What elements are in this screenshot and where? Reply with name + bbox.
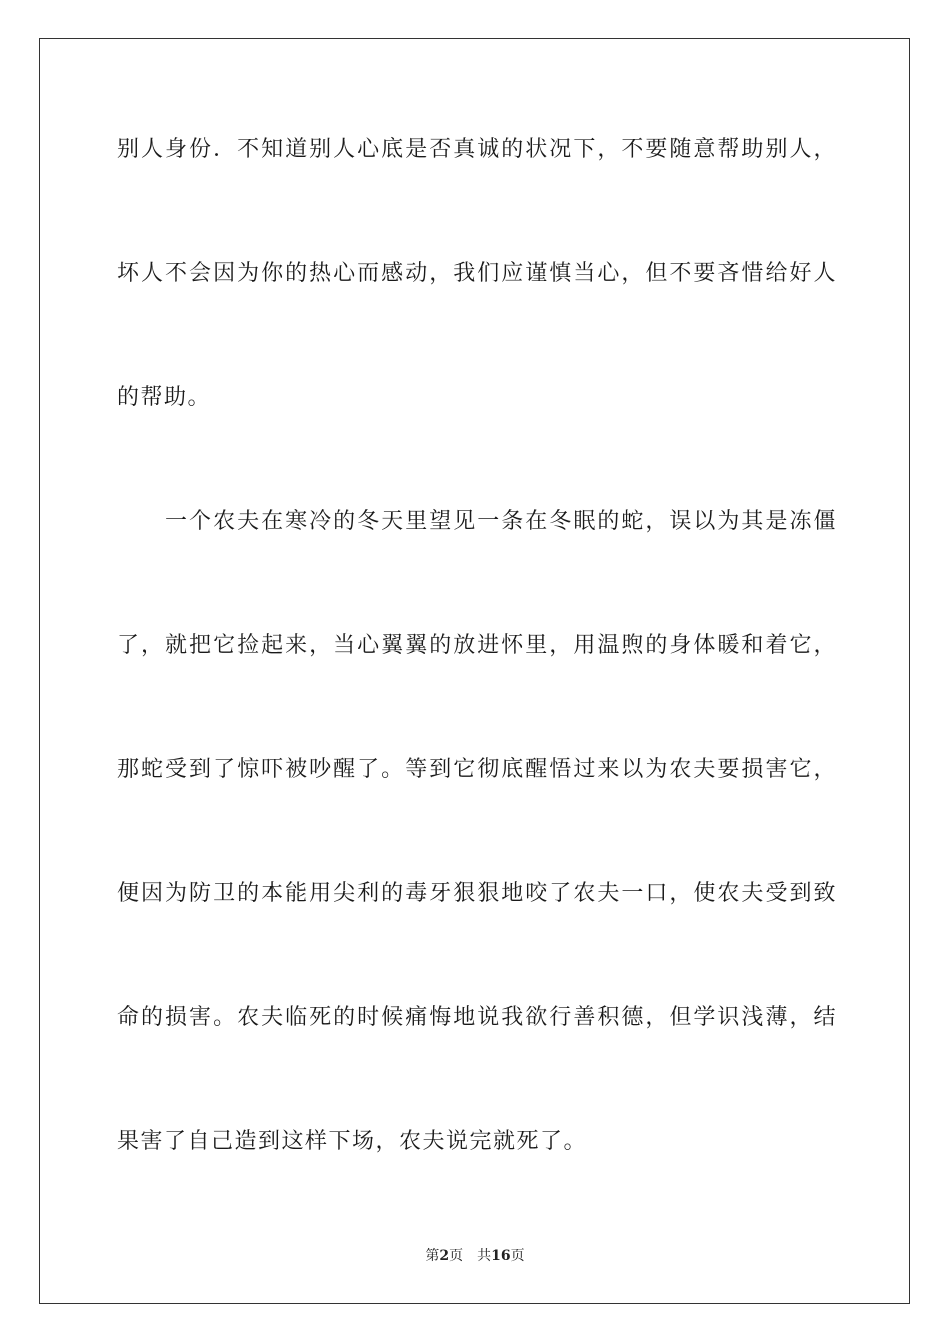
footer-total-pages: 16: [491, 1248, 511, 1264]
page-border: [39, 38, 910, 1304]
text-line-9: 果害了自己造到这样下场，农夫说完就死了。: [117, 1129, 588, 1154]
footer-total-prefix: 共: [477, 1248, 492, 1264]
footer-page-number: 2: [439, 1248, 450, 1264]
text-line-2: 坏人不会因为你的热心而感动，我们应谨慎当心，但不要吝惜给好人: [117, 261, 837, 286]
text-line-1: 别人身份．不知道别人心底是否真诚的状况下，不要随意帮助别人，: [117, 137, 837, 162]
text-line-5: 了，就把它捡起来，当心翼翼的放进怀里，用温煦的身体暖和着它，: [117, 633, 837, 658]
footer-total-suffix: 页: [510, 1248, 525, 1264]
text-line-8: 命的损害。农夫临死的时候痛悔地说我欲行善积德，但学识浅薄，结: [117, 1005, 837, 1030]
footer-page-suffix: 页: [449, 1248, 464, 1264]
text-line-3: 的帮助。: [117, 385, 212, 410]
page-footer: [0, 1247, 950, 1265]
text-line-4: 一个农夫在寒冷的冬天里望见一条在冬眠的蛇，误以为其是冻僵: [117, 509, 837, 534]
text-line-7: 便因为防卫的本能用尖利的毒牙狠狠地咬了农夫一口，使农夫受到致: [117, 881, 837, 906]
text-line-6: 那蛇受到了惊吓被吵醒了。等到它彻底醒悟过来以为农夫要损害它，: [117, 757, 837, 782]
footer-page-prefix: 第: [425, 1248, 440, 1264]
